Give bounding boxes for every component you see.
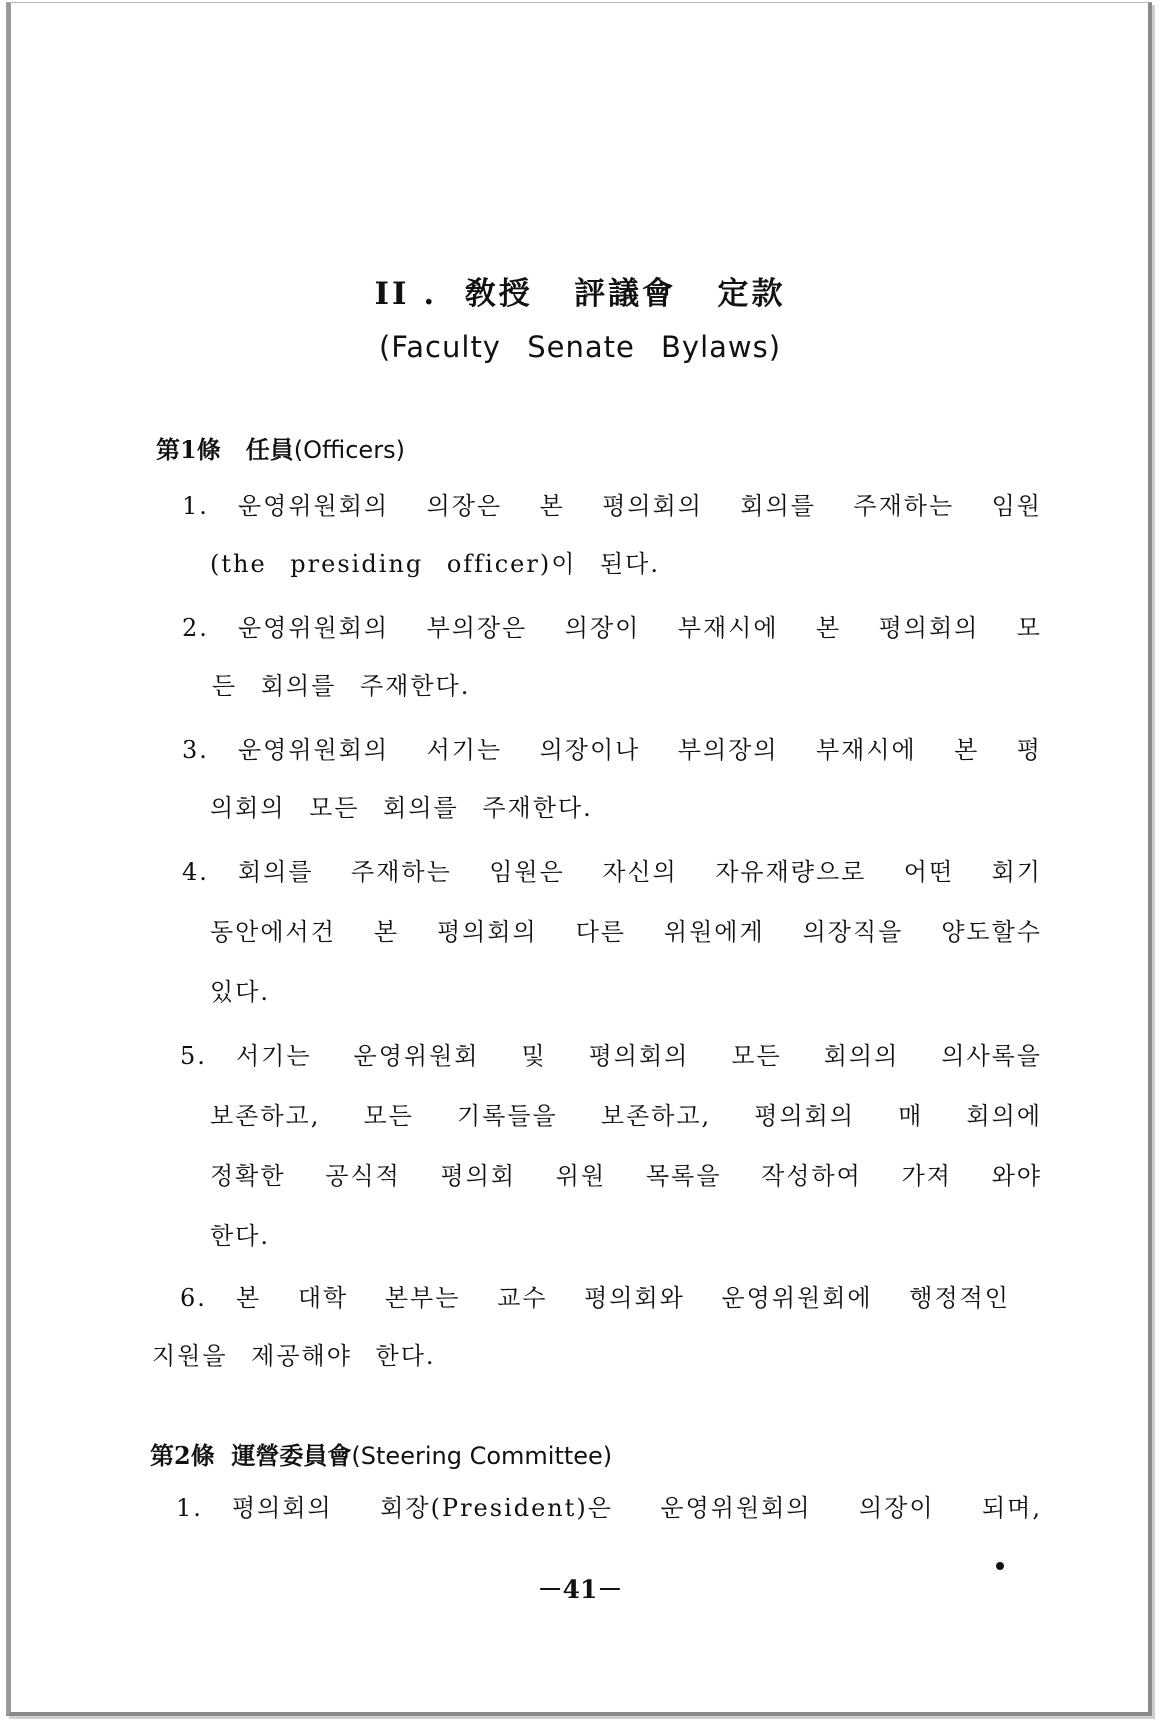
article-1-item-5-line-3: 정확한 공식적 평의회 위원 목록을 작성하여 가져 와야 — [210, 1162, 1042, 1190]
item-number: 3. — [182, 736, 209, 764]
article-1-item-2-line-2: 든 회의를 주재한다. — [212, 672, 471, 700]
article-2-heading — [150, 1436, 612, 1471]
article-1-item-4-line-1 — [182, 860, 1042, 884]
article-1-item-5-line-2: 보존하고, 모든 기록들을 보존하고, 평의회의 매 회의에 — [210, 1102, 1042, 1130]
item-number: 6. — [180, 1284, 207, 1312]
article-1-item-6-line-2: 지원을 제공해야 한다. — [152, 1342, 436, 1370]
item-number: 1. — [176, 1494, 203, 1522]
item-number: 1. — [182, 492, 209, 520]
page-number: －41－ — [537, 1575, 623, 1604]
article-1-item-6-line-1 — [180, 1286, 1010, 1310]
item-number: 5. — [180, 1042, 207, 1070]
document-title-english: (Faculty Senate Bylaws) — [378, 330, 782, 364]
article-1-heading — [156, 430, 405, 465]
article-2-item-1-line-1 — [176, 1496, 1042, 1520]
article-1-item-1-line-1 — [182, 494, 1042, 518]
document-title-korean: II . 敎授 評議會 定款 — [374, 276, 786, 312]
item-text: 본 대학 본부는 교수 평의회와 운영위원회에 행정적인 — [236, 1284, 1010, 1312]
item-text: 서기는 운영위원회 및 평의회의 모든 회의의 의사록을 — [236, 1042, 1042, 1070]
article-2-prefix: 第2條 — [150, 1441, 215, 1470]
article-2-title: 運營委員會 — [231, 1441, 352, 1470]
article-1-item-3-line-2: 의회의 모든 회의를 주재한다. — [210, 794, 593, 822]
article-1-item-5-line-4: 한다. — [210, 1222, 270, 1250]
article-1-item-2-line-1 — [182, 616, 1042, 640]
item-number: 2. — [182, 614, 209, 642]
article-1-item-4-line-2: 동안에서건 본 평의회의 다른 위원에게 의장직을 양도할수 — [210, 918, 1042, 946]
article-1-english: (Officers) — [293, 436, 405, 464]
ink-dot — [996, 1562, 1004, 1570]
article-2-english: (Steering Committee) — [351, 1442, 613, 1470]
article-1-title: 任員 — [245, 435, 294, 464]
article-1-item-5-line-1 — [180, 1044, 1042, 1068]
article-1-item-3-line-1 — [182, 738, 1042, 762]
item-text: 운영위원회의 서기는 의장이나 부의장의 부재시에 본 평 — [238, 736, 1042, 764]
item-text: 평의회의 회장(President)은 운영위원회의 의장이 되며, — [232, 1494, 1042, 1522]
article-1-prefix: 第1條 — [156, 435, 221, 464]
article-1-item-1-line-2: (the presiding officer)이 된다. — [210, 550, 660, 578]
item-number: 4. — [182, 858, 209, 886]
item-text: 운영위원회의 의장은 본 평의회의 회의를 주재하는 임원 — [238, 492, 1042, 520]
item-text: 운영위원회의 부의장은 의장이 부재시에 본 평의회의 모 — [238, 614, 1042, 642]
item-text: 회의를 주재하는 임원은 자신의 자유재량으로 어떤 회기 — [238, 858, 1042, 886]
article-1-item-4-line-3: 있다. — [210, 978, 270, 1006]
